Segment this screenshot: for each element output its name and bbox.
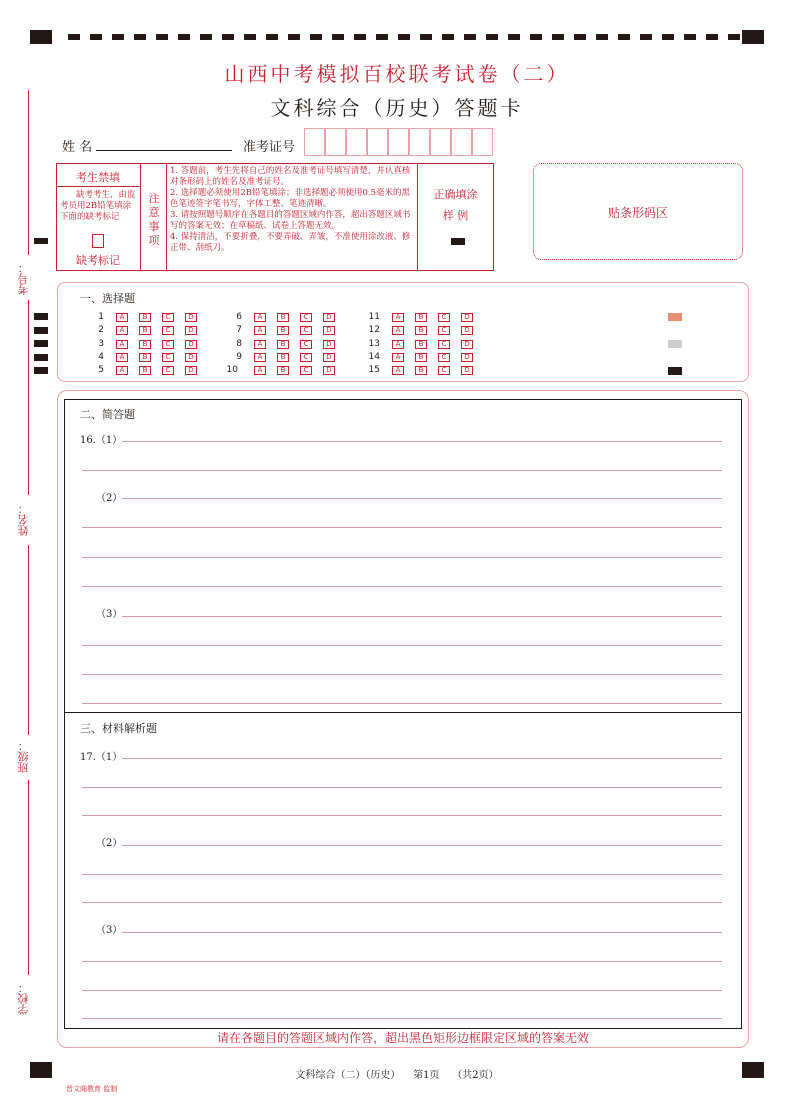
correct-fill-title: 正确填涂 bbox=[433, 188, 478, 201]
option-bubble[interactable]: C bbox=[438, 366, 450, 375]
option-bubble[interactable]: B bbox=[415, 340, 427, 349]
timing-dash bbox=[200, 34, 212, 40]
q17-label: 17.（1） bbox=[80, 752, 123, 763]
option-bubble[interactable]: D bbox=[185, 340, 197, 349]
option-bubble[interactable]: A bbox=[392, 326, 404, 335]
notes-list bbox=[170, 166, 414, 254]
option-bubble[interactable]: A bbox=[116, 340, 128, 349]
option-bubble[interactable]: C bbox=[300, 366, 312, 375]
option-bubble[interactable]: B bbox=[415, 313, 427, 322]
timing-dash bbox=[574, 34, 586, 40]
option-bubble[interactable]: D bbox=[461, 326, 473, 335]
divider bbox=[166, 163, 167, 271]
answer-line[interactable] bbox=[82, 527, 722, 528]
question-number: 5 bbox=[98, 365, 104, 376]
timing-mark bbox=[34, 367, 48, 374]
corner-mark-top-left bbox=[30, 30, 52, 44]
name-label: 姓 名 bbox=[62, 140, 93, 155]
gray-mark bbox=[668, 340, 682, 348]
side-label-school: 学校： bbox=[17, 982, 30, 1015]
question-number: 4 bbox=[98, 351, 104, 362]
timing-mark bbox=[34, 238, 48, 244]
option-bubble[interactable]: B bbox=[139, 326, 151, 335]
notes-label: 注意事项 bbox=[148, 192, 160, 247]
option-bubble[interactable]: C bbox=[300, 340, 312, 349]
option-bubble[interactable]: A bbox=[116, 326, 128, 335]
side-label-name: 姓名： bbox=[17, 503, 30, 536]
answer-line[interactable] bbox=[82, 645, 722, 646]
option-bubble[interactable]: A bbox=[116, 366, 128, 375]
answer-line[interactable] bbox=[82, 787, 722, 788]
option-bubble[interactable]: A bbox=[254, 366, 266, 375]
exam-id-cell[interactable] bbox=[346, 128, 367, 156]
option-bubble[interactable]: C bbox=[300, 313, 312, 322]
timing-dash bbox=[310, 34, 322, 40]
section-short-title: 二、简答题 bbox=[80, 408, 135, 421]
answer-line[interactable] bbox=[122, 616, 722, 617]
answer-line[interactable] bbox=[82, 902, 722, 903]
footer-subject: 文科综合（二）（历史） bbox=[295, 1070, 401, 1081]
option-bubble[interactable]: C bbox=[438, 340, 450, 349]
option-bubble[interactable]: A bbox=[116, 313, 128, 322]
option-bubble[interactable]: B bbox=[415, 353, 427, 362]
option-bubble[interactable]: B bbox=[415, 326, 427, 335]
footer-total: （共2页） bbox=[452, 1070, 499, 1081]
timing-dash bbox=[662, 34, 674, 40]
answer-line[interactable] bbox=[122, 758, 722, 759]
timing-dash bbox=[684, 34, 696, 40]
timing-dash bbox=[354, 34, 366, 40]
option-bubble[interactable]: C bbox=[162, 340, 174, 349]
option-bubble[interactable]: B bbox=[415, 366, 427, 375]
option-bubble[interactable]: C bbox=[438, 313, 450, 322]
option-bubble[interactable]: C bbox=[438, 353, 450, 362]
q17-3-label: （3） bbox=[96, 925, 123, 936]
footer-page: 第1页 bbox=[413, 1070, 440, 1081]
option-bubble[interactable]: A bbox=[254, 313, 266, 322]
answer-line[interactable] bbox=[82, 815, 722, 816]
timing-dash bbox=[68, 34, 80, 40]
timing-dash bbox=[728, 34, 740, 40]
answer-line[interactable] bbox=[82, 990, 722, 991]
side-label-exam-no: 考号： bbox=[17, 262, 30, 295]
timing-dash bbox=[90, 34, 102, 40]
option-bubble[interactable]: C bbox=[162, 353, 174, 362]
timing-dash bbox=[618, 34, 630, 40]
option-bubble[interactable]: D bbox=[461, 353, 473, 362]
page-title: 山西中考模拟百校联考试卷（二） bbox=[224, 62, 570, 86]
timing-dash bbox=[552, 34, 564, 40]
divider bbox=[56, 186, 140, 187]
option-bubble[interactable]: A bbox=[392, 340, 404, 349]
option-bubble[interactable]: D bbox=[185, 313, 197, 322]
section-divider bbox=[64, 712, 742, 713]
timing-dash bbox=[596, 34, 608, 40]
option-bubble[interactable]: D bbox=[461, 340, 473, 349]
timing-dash bbox=[156, 34, 168, 40]
option-bubble[interactable]: D bbox=[323, 313, 335, 322]
exam-id-cell[interactable] bbox=[451, 128, 472, 156]
answer-line[interactable] bbox=[82, 470, 722, 471]
option-bubble[interactable]: A bbox=[392, 366, 404, 375]
exam-id-cell[interactable] bbox=[472, 128, 493, 156]
option-bubble[interactable]: C bbox=[162, 366, 174, 375]
timing-dash bbox=[530, 34, 542, 40]
exam-id-cell[interactable] bbox=[325, 128, 346, 156]
timing-dash bbox=[332, 34, 344, 40]
option-bubble[interactable]: A bbox=[254, 340, 266, 349]
footer bbox=[0, 1066, 794, 1081]
timing-dash bbox=[508, 34, 520, 40]
answer-line[interactable] bbox=[122, 498, 722, 499]
note-item: 1. 答题前，考生先将自己的姓名及准考证号填写清楚，并认真核对条形码上的姓名及准考证号。 bbox=[170, 166, 411, 187]
option-bubble[interactable]: D bbox=[185, 326, 197, 335]
question-number: 3 bbox=[98, 338, 104, 349]
timing-dash bbox=[398, 34, 410, 40]
option-bubble[interactable]: D bbox=[185, 353, 197, 362]
black-mark bbox=[668, 367, 682, 375]
option-bubble[interactable]: C bbox=[438, 326, 450, 335]
timing-dash bbox=[486, 34, 498, 40]
timing-mark bbox=[34, 354, 48, 361]
exam-id-cell[interactable] bbox=[430, 128, 451, 156]
note-item: 3. 请按照题号顺序在各题目的答题区域内作答，超出答题区域书写的答案无效；在草稿纸、试卷上答题无效。 bbox=[170, 210, 411, 231]
option-bubble[interactable]: B bbox=[277, 366, 289, 375]
question-number: 6 bbox=[236, 312, 242, 322]
option-bubble[interactable]: A bbox=[116, 353, 128, 362]
question-number: 14 bbox=[368, 351, 380, 362]
option-bubble[interactable]: D bbox=[323, 340, 335, 349]
answer-line[interactable] bbox=[82, 674, 722, 675]
answer-line[interactable] bbox=[82, 557, 722, 558]
name-field[interactable] bbox=[96, 150, 232, 151]
q16-3-label: （3） bbox=[96, 609, 123, 620]
question-number: 11 bbox=[368, 312, 380, 322]
timing-dash bbox=[244, 34, 256, 40]
timing-dash bbox=[178, 34, 190, 40]
question-number: 2 bbox=[98, 325, 104, 336]
option-bubble[interactable]: A bbox=[392, 353, 404, 362]
answer-area-frame bbox=[64, 399, 742, 1029]
timing-dash bbox=[266, 34, 278, 40]
option-bubble[interactable]: B bbox=[139, 340, 151, 349]
exam-id-label: 准考证号 bbox=[243, 140, 296, 155]
timing-dash bbox=[640, 34, 652, 40]
timing-dash bbox=[420, 34, 432, 40]
option-bubble[interactable]: C bbox=[300, 326, 312, 335]
option-bubble[interactable]: B bbox=[277, 326, 289, 335]
section-material-title: 三、材料解析题 bbox=[80, 722, 157, 735]
option-bubble[interactable]: D bbox=[323, 326, 335, 335]
answer-line[interactable] bbox=[122, 845, 722, 846]
timing-dash bbox=[288, 34, 300, 40]
answer-line[interactable] bbox=[82, 961, 722, 962]
page-subtitle: 文科综合（历史）答题卡 bbox=[270, 96, 524, 120]
answer-line[interactable] bbox=[82, 1018, 722, 1019]
exam-id-cell[interactable] bbox=[388, 128, 409, 156]
absent-title: 考生禁填 bbox=[76, 171, 120, 184]
question-number: 9 bbox=[236, 351, 242, 362]
timing-dash bbox=[112, 34, 124, 40]
timing-dash bbox=[706, 34, 718, 40]
side-label-class: 班级： bbox=[17, 740, 30, 773]
option-bubble[interactable]: A bbox=[254, 326, 266, 335]
question-number: 13 bbox=[368, 338, 380, 349]
q17-2-label: （2） bbox=[96, 838, 123, 849]
side-line bbox=[28, 780, 29, 975]
absent-text: 缺考考生，由监考员用2B铅笔填涂下面的缺考标记 bbox=[60, 190, 136, 222]
option-bubble[interactable]: A bbox=[392, 313, 404, 322]
divider bbox=[140, 163, 141, 271]
correct-fill-sample bbox=[451, 238, 465, 245]
answer-line[interactable] bbox=[122, 932, 722, 933]
timing-dash bbox=[442, 34, 454, 40]
timing-mark bbox=[34, 340, 48, 347]
option-bubble[interactable]: D bbox=[323, 366, 335, 375]
option-bubble[interactable]: B bbox=[277, 353, 289, 362]
answer-line[interactable] bbox=[82, 586, 722, 587]
option-bubble[interactable]: C bbox=[162, 326, 174, 335]
question-number: 10 bbox=[226, 365, 238, 376]
option-bubble[interactable]: A bbox=[254, 353, 266, 362]
q16-label: 16.（1） bbox=[80, 435, 123, 446]
exam-id-cell[interactable] bbox=[304, 128, 325, 156]
question-number: 15 bbox=[368, 365, 380, 376]
side-line bbox=[28, 300, 29, 495]
corner-mark-top-right bbox=[742, 30, 764, 44]
option-bubble[interactable]: C bbox=[300, 353, 312, 362]
barcode-label: 贴条形码区 bbox=[607, 206, 668, 220]
warning-text: 请在各题目的答题区域内作答，超出黑色矩形边框限定区域的答案无效 bbox=[216, 1031, 589, 1045]
answer-line[interactable] bbox=[122, 441, 722, 442]
option-bubble[interactable]: B bbox=[139, 353, 151, 362]
note-item: 2. 选择题必须使用2B铅笔填涂；非选择题必须使用0.5毫米的黑色笔迹签字笔书写，字体工整、笔迹清晰。 bbox=[170, 188, 410, 209]
option-bubble[interactable]: D bbox=[461, 366, 473, 375]
orange-mark bbox=[668, 313, 682, 321]
section-choice-title: 一、选择题 bbox=[80, 292, 135, 305]
note-item: 4. 保持清洁，不要折叠，不要弄破、弄皱，不准使用涂改液、修正带、刮纸刀。 bbox=[170, 232, 411, 253]
correct-fill-sample-label: 样 例 bbox=[442, 209, 469, 222]
timing-dash bbox=[222, 34, 234, 40]
side-line bbox=[28, 90, 29, 255]
option-bubble[interactable]: B bbox=[277, 340, 289, 349]
timing-dash bbox=[464, 34, 476, 40]
absent-checkbox[interactable] bbox=[92, 234, 104, 248]
exam-id-cell[interactable] bbox=[409, 128, 430, 156]
answer-line[interactable] bbox=[82, 874, 722, 875]
question-number: 7 bbox=[236, 325, 242, 336]
q16-2-label: （2） bbox=[96, 493, 123, 504]
side-line bbox=[28, 545, 29, 735]
option-bubble[interactable]: D bbox=[323, 353, 335, 362]
timing-mark bbox=[34, 313, 48, 320]
option-bubble[interactable]: D bbox=[461, 313, 473, 322]
timing-dash bbox=[134, 34, 146, 40]
question-number: 12 bbox=[368, 325, 380, 336]
timing-mark bbox=[34, 327, 48, 334]
exam-id-cell[interactable] bbox=[367, 128, 388, 156]
publisher: 晋文阁教育 监制 bbox=[66, 1085, 118, 1093]
option-bubble[interactable]: C bbox=[162, 313, 174, 322]
absent-mark-label: 缺考标记 bbox=[76, 254, 120, 267]
option-bubble[interactable]: B bbox=[139, 366, 151, 375]
timing-dash bbox=[376, 34, 388, 40]
option-bubble[interactable]: B bbox=[277, 313, 289, 322]
answer-line[interactable] bbox=[82, 703, 722, 704]
option-bubble[interactable]: D bbox=[185, 366, 197, 375]
question-number: 1 bbox=[98, 312, 104, 322]
option-bubble[interactable]: B bbox=[139, 313, 151, 322]
question-number: 8 bbox=[236, 338, 242, 349]
